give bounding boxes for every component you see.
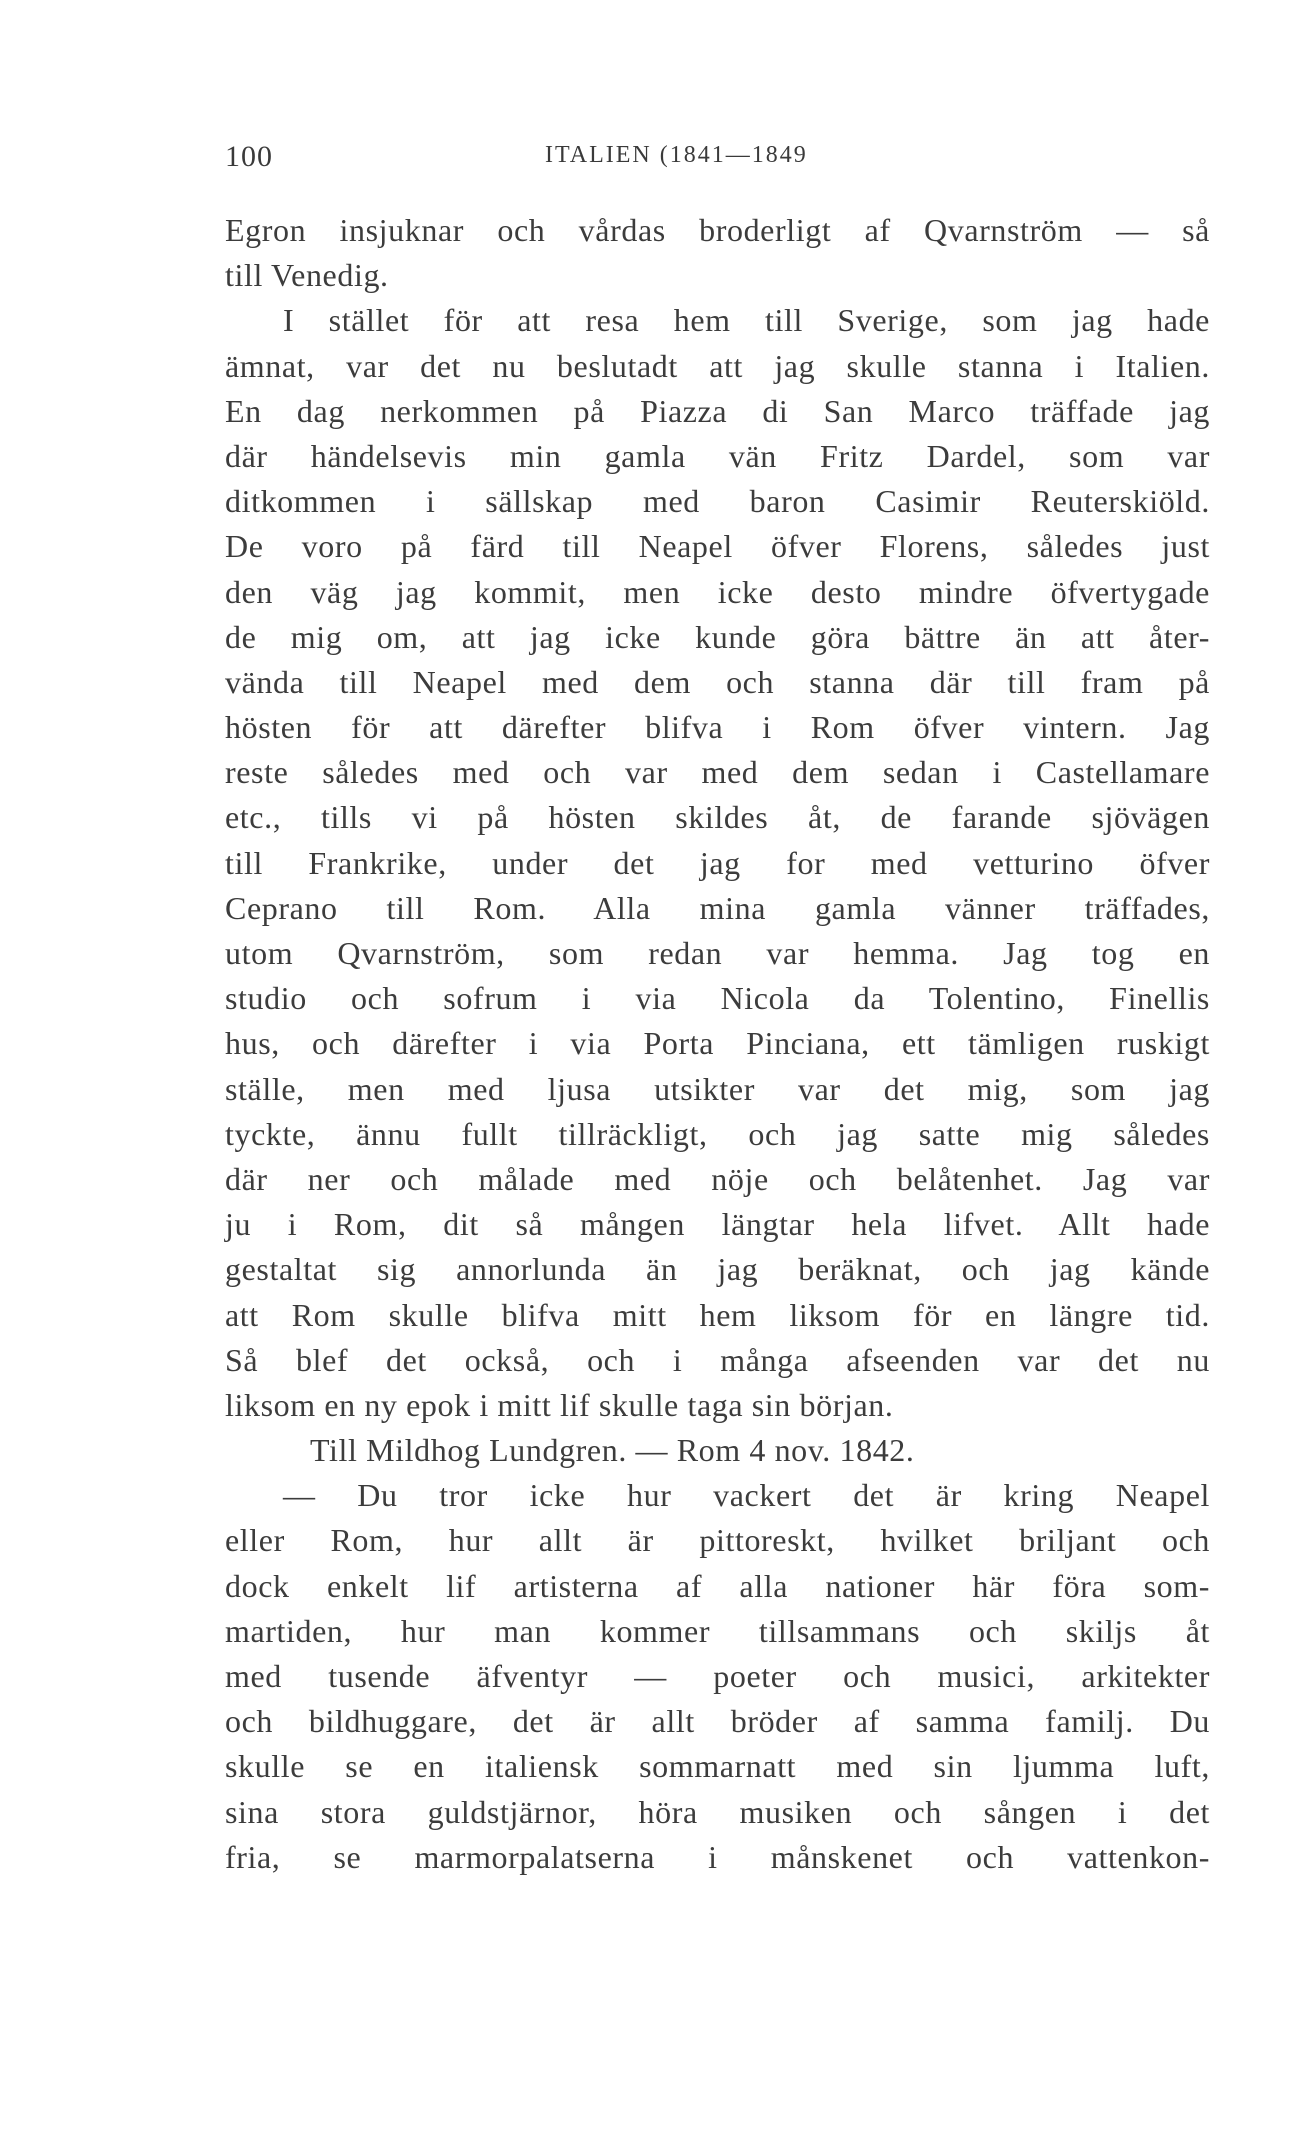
text-line: De voro på färd till Neapel öfver Florens, således just	[225, 528, 1210, 565]
text-line: de mig om, att jag icke kunde göra bättre än att åter-	[225, 618, 1210, 655]
text-line: vända till Neapel med dem och stanna där till fram på	[225, 663, 1210, 700]
text-line: I stället för att resa hem till Sverige, som jag hade	[283, 302, 1210, 339]
text-line: liksom en ny epok i mitt lif skulle taga sin början.	[225, 1386, 894, 1423]
text-line: hus, och därefter i via Porta Pinciana, ett tämligen ruskigt	[225, 1025, 1210, 1062]
text-line: med tusende äfventyr — poeter och musici, arkitekter	[225, 1658, 1210, 1694]
text-line: till Frankrike, under det jag for med vetturino öfver	[225, 844, 1210, 881]
text-line: och bildhuggare, det är allt bröder af samma familj. Du	[225, 1703, 1210, 1740]
text-line: etc., tills vi på hösten skildes åt, de farande sjövägen	[225, 799, 1210, 836]
text-line: martiden, hur man kommer tillsammans och skiljs åt	[225, 1612, 1210, 1649]
text-line: skulle se en italiensk sommarnatt med sin ljumma luft,	[225, 1748, 1210, 1785]
text-line: fria, se marmorpalatserna i månskenet och vattenkon-	[225, 1838, 1210, 1875]
text-line: gestaltat sig annorlunda än jag beräknat, och jag kände	[225, 1251, 1210, 1288]
text-line: eller Rom, hur allt är pittoreskt, hvilket briljant och	[225, 1522, 1210, 1559]
page-number: 100	[225, 140, 273, 173]
text-line: ditkommen i sällskap med baron Casimir Reuterskiöld.	[225, 483, 1210, 520]
text-line: sina stora guldstjärnor, höra musiken och sången i det	[225, 1793, 1210, 1830]
text-line: utom Qvarnström, som redan var hemma. Jag tog en	[225, 935, 1210, 971]
text-line: till Venedig.	[225, 257, 389, 294]
page-header	[225, 140, 875, 180]
text-line: den väg jag kommit, men icke desto mindre öfvertygade	[225, 573, 1210, 610]
text-line: där ner och målade med nöje och belåtenhet. Jag var	[225, 1160, 1210, 1197]
text-line: Ceprano till Rom. Alla mina gamla vänner träffades,	[225, 889, 1210, 926]
text-line: dock enkelt lif artisterna af alla nationer här föra som-	[225, 1567, 1210, 1604]
text-line: Egron insjuknar och vårdas broderligt af Qvarnström — så	[225, 212, 1210, 248]
text-line: där händelsevis min gamla vän Fritz Dardel, som var	[225, 437, 1210, 474]
running-head: ITALIEN (1841—1849	[545, 142, 808, 168]
text-line: reste således med och var med dem sedan i Castellamare	[225, 754, 1210, 791]
text-line: hösten för att därefter blifva i Rom öfver vintern. Jag	[225, 709, 1210, 746]
text-line: ställe, men med ljusa utsikter var det mig, som jag	[225, 1070, 1210, 1107]
text-line: En dag nerkommen på Piazza di San Marco träffade jag	[225, 392, 1210, 429]
text-line: ju i Rom, dit så mången längtar hela lifvet. Allt hade	[225, 1206, 1210, 1243]
text-line: — Du tror icke hur vackert det är kring Neapel	[283, 1477, 1210, 1514]
text-line: Så blef det också, och i många afseenden var det nu	[225, 1341, 1210, 1378]
letter-heading: Till Mildhog Lundgren. — Rom 4 nov. 1842.	[310, 1432, 915, 1469]
text-line: studio och sofrum i via Nicola da Tolentino, Finellis	[225, 980, 1210, 1017]
body-text	[225, 208, 1210, 1880]
text-line: ämnat, var det nu beslutadt att jag skulle stanna i Italien.	[225, 347, 1210, 384]
text-line: tyckte, ännu fullt tillräckligt, och jag satte mig således	[225, 1115, 1210, 1152]
text-line: att Rom skulle blifva mitt hem liksom för en längre tid.	[225, 1296, 1210, 1333]
